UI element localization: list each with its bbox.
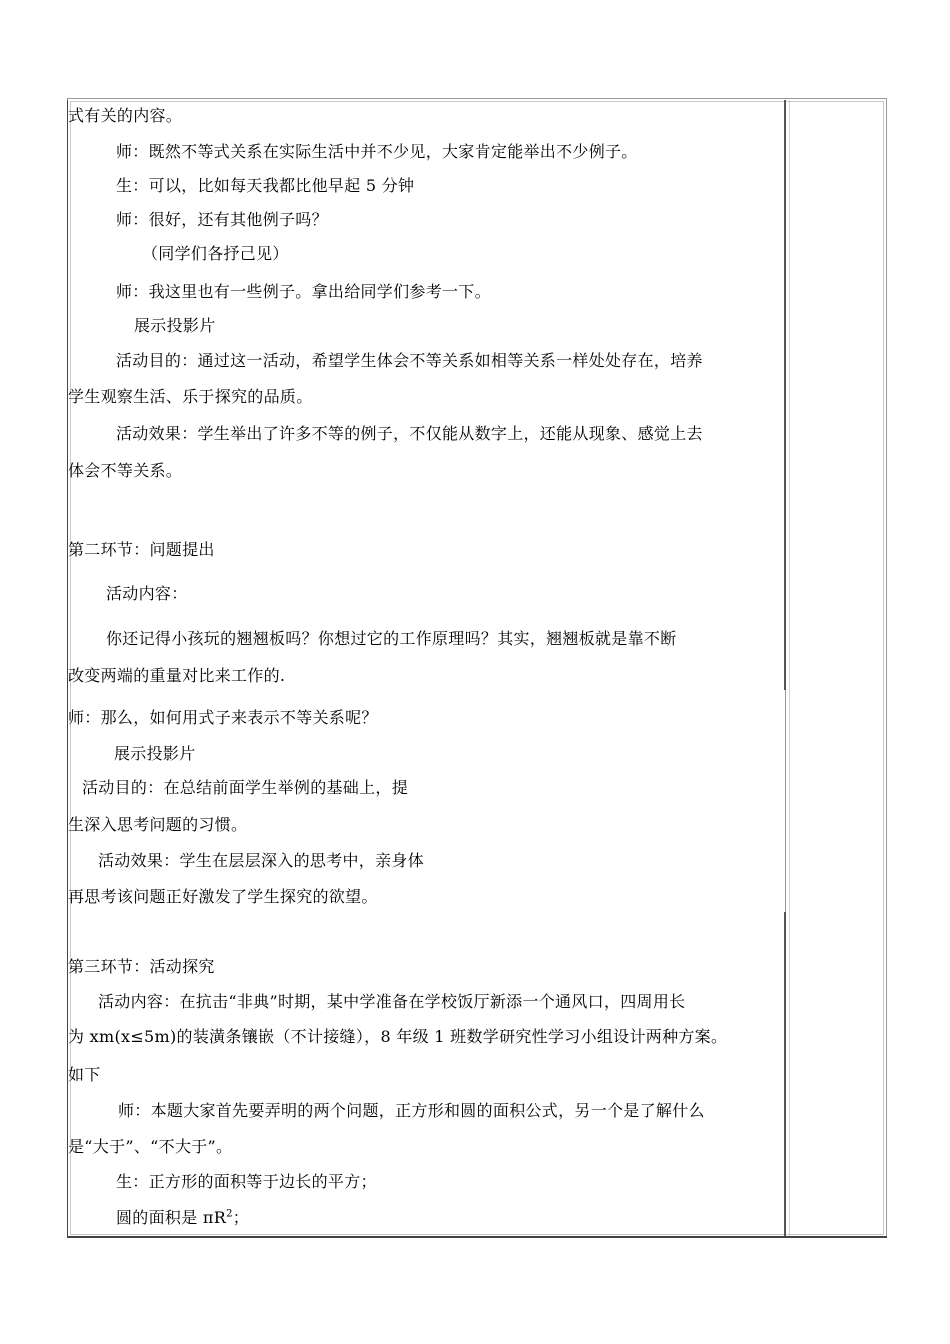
formula-exponent: 2 bbox=[226, 1208, 233, 1220]
text-line: 活动内容： bbox=[106, 584, 188, 603]
text-line: 生：可以，比如每天我都比他早起 5 分钟 bbox=[116, 176, 415, 195]
text-line: 活动目的：通过这一活动，希望学生体会不等关系如相等关系一样处处存在，培养 bbox=[116, 351, 703, 370]
formula-text: 圆的面积是 πR bbox=[116, 1208, 227, 1227]
text-line bbox=[116, 1208, 249, 1228]
text-line: 活动内容：在抗击“非典”时期，某中学准备在学校饭厅新添一个通风口，四周用长 bbox=[98, 992, 686, 1011]
text-line: 师：本题大家首先要弄明的两个问题，正方形和圆的面积公式，另一个是了解什么 bbox=[118, 1101, 705, 1120]
text-line: 再思考该问题正好激发了学生探究的欲望。 bbox=[68, 887, 378, 906]
text-line: 展示投影片 bbox=[114, 744, 196, 763]
column-divider-dark-2 bbox=[784, 912, 786, 1238]
text-line: 如下 bbox=[68, 1065, 101, 1084]
text-line: 师：那么，如何用式子来表示不等关系呢？ bbox=[68, 708, 378, 727]
column-divider-dark-1 bbox=[784, 100, 786, 690]
text-line: 生：正方形的面积等于边长的平方； bbox=[116, 1172, 377, 1191]
text-line: 式有关的内容。 bbox=[68, 106, 183, 125]
text-line: 活动效果：学生在层层深入的思考中，亲身体 bbox=[98, 851, 425, 870]
text-line: 你还记得小孩玩的翘翘板吗？你想过它的工作原理吗？其实，翘翘板就是靠不断 bbox=[106, 629, 677, 648]
text-line: 改变两端的重量对比来工作的. bbox=[68, 666, 286, 685]
section-heading: 第二环节：问题提出 bbox=[68, 540, 215, 559]
text-line: 为 xm(x≤5m)的装潢条镶嵌（不计接缝），8 年级 1 班数学研究性学习小组设计两种方案。 bbox=[68, 1027, 728, 1046]
text-line: 是“大于”、“不大于”。 bbox=[68, 1137, 233, 1156]
text-line: 师：既然不等式关系在实际生活中并不少见，大家肯定能举出不少例子。 bbox=[116, 142, 638, 161]
text-line: 学生观察生活、乐于探究的品质。 bbox=[68, 387, 313, 406]
text-line: 生深入思考问题的习惯。 bbox=[68, 815, 248, 834]
text-line: 活动目的：在总结前面学生举例的基础上，提 bbox=[82, 778, 409, 797]
text-line: （同学们各抒己见） bbox=[142, 244, 289, 263]
bottom-border bbox=[67, 1236, 887, 1238]
text-line: 体会不等关系。 bbox=[68, 461, 183, 480]
text-line: 活动效果：学生举出了许多不等的例子，不仅能从数字上，还能从现象、感觉上去 bbox=[116, 424, 703, 443]
formula-end: ； bbox=[232, 1208, 250, 1227]
section-heading: 第三环节：活动探究 bbox=[68, 957, 215, 976]
column-divider-inner bbox=[789, 100, 790, 1238]
text-line: 师：很好，还有其他例子吗？ bbox=[116, 210, 328, 229]
text-line: 展示投影片 bbox=[134, 316, 216, 335]
text-line: 师：我这里也有一些例子。拿出给同学们参考一下。 bbox=[116, 282, 491, 301]
